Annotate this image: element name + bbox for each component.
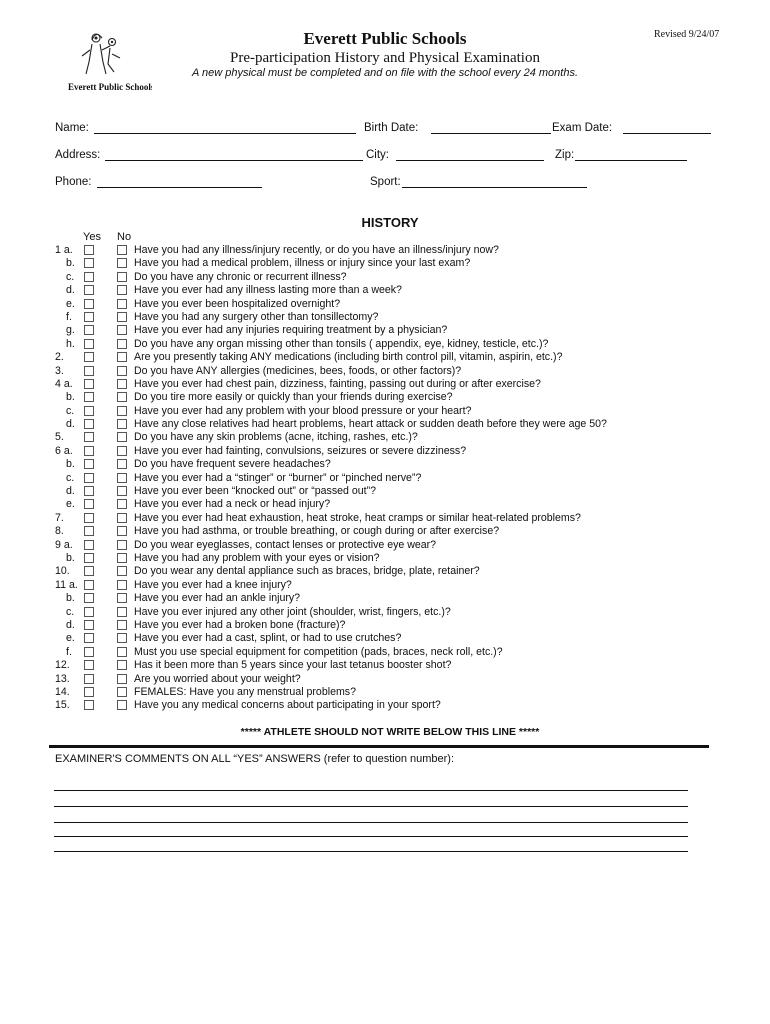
yes-checkbox[interactable] [84, 647, 94, 657]
no-checkbox[interactable] [117, 540, 127, 550]
question-row [0, 539, 770, 552]
question-row [0, 445, 770, 458]
question-text: Have you ever had a knee injury? [134, 578, 292, 591]
question-number: c. [66, 270, 75, 283]
renewal-notice: A new physical must be completed and on file with the school every 24 months. [191, 67, 579, 79]
question-text: Are you worried about your weight? [134, 672, 301, 685]
question-row [0, 565, 770, 578]
question-list [0, 244, 770, 713]
question-row [0, 552, 770, 565]
question-text: Have you ever had any illness lasting more than a week? [134, 284, 402, 297]
yes-checkbox[interactable] [84, 406, 94, 416]
question-text: Have you had a medical problem, illness or injury since your last exam? [134, 257, 471, 270]
comment-line[interactable] [54, 806, 688, 807]
question-row [0, 405, 770, 418]
question-text: Do you have ANY allergies (medicines, bees, foods, or other factors)? [134, 364, 462, 377]
address-field[interactable] [105, 148, 363, 161]
question-text: Have you ever had a “stinger” or “burner” or “pinched nerve”? [134, 471, 422, 484]
birth-date-field[interactable] [431, 121, 551, 134]
question-row [0, 485, 770, 498]
question-row [0, 472, 770, 485]
city-field[interactable] [396, 148, 544, 161]
question-number: 8. [55, 525, 64, 538]
no-checkbox[interactable] [117, 566, 127, 576]
question-text: Have you ever had a neck or head injury? [134, 498, 331, 511]
yes-checkbox[interactable] [84, 566, 94, 576]
question-row [0, 271, 770, 284]
question-number: d. [66, 618, 75, 631]
question-row [0, 686, 770, 699]
question-row [0, 391, 770, 404]
no-checkbox[interactable] [117, 379, 127, 389]
question-number: b. [66, 458, 75, 471]
question-row [0, 525, 770, 538]
no-checkbox[interactable] [117, 473, 127, 483]
phone-label: Phone: [55, 176, 92, 188]
yes-checkbox[interactable] [84, 392, 94, 402]
question-text: Have you ever had any problem with your blood pressure or your heart? [134, 404, 472, 417]
yes-checkbox[interactable] [84, 687, 94, 697]
question-number: 5. [55, 431, 64, 444]
question-text: Do you tire more easily or quickly than your friends during exercise? [134, 391, 453, 404]
no-checkbox[interactable] [117, 392, 127, 402]
comment-line[interactable] [54, 851, 688, 852]
question-text: Do you have any skin problems (acne, itching, rashes, etc.)? [134, 431, 418, 444]
question-text: Have you had any illness/injury recently, or do you have an illness/injury now? [134, 244, 499, 256]
yes-checkbox[interactable] [84, 674, 94, 684]
zip-field[interactable] [575, 148, 687, 161]
yes-checkbox[interactable] [84, 620, 94, 630]
question-text: Do you have frequent severe headaches? [134, 458, 331, 471]
exam-date-field[interactable] [623, 121, 711, 134]
question-number: 12. [55, 659, 70, 672]
school-title: Everett Public Schools [303, 29, 467, 48]
question-row [0, 351, 770, 364]
yes-checkbox[interactable] [84, 700, 94, 710]
examiner-comments-label: EXAMINER'S COMMENTS ON ALL “YES” ANSWERS (refer to question number): [55, 753, 455, 765]
question-text: Have you any medical concerns about participating in your sport? [134, 699, 441, 712]
form-title: Pre-participation History and Physical Examination [230, 50, 540, 66]
yes-checkbox[interactable] [84, 258, 94, 268]
question-number: 2. [55, 351, 64, 364]
yes-checkbox[interactable] [84, 486, 94, 496]
question-number: d. [66, 418, 75, 431]
no-checkbox[interactable] [117, 419, 127, 429]
sport-label: Sport: [370, 176, 401, 188]
question-row [0, 378, 770, 391]
question-text: Have any close relatives had heart problems, heart attack or sudden death before they were age 50? [134, 418, 607, 431]
question-text: Have you ever had fainting, convulsions, seizures or severe dizziness? [134, 444, 467, 457]
question-row [0, 284, 770, 297]
question-text: Are you presently taking ANY medications (including birth control pill, vitamin, aspirin, etc.)? [134, 351, 563, 364]
question-row [0, 619, 770, 632]
no-checkbox[interactable] [117, 406, 127, 416]
no-checkbox[interactable] [117, 687, 127, 697]
no-checkbox[interactable] [117, 674, 127, 684]
yes-checkbox[interactable] [84, 526, 94, 536]
comment-line[interactable] [54, 836, 688, 837]
question-text: Have you ever injured any other joint (shoulder, wrist, fingers, etc.)? [134, 605, 451, 618]
question-text: FEMALES: Have you any menstrual problems? [134, 685, 356, 698]
question-number: 3. [55, 364, 64, 377]
no-checkbox[interactable] [117, 432, 127, 442]
no-checkbox[interactable] [117, 700, 127, 710]
question-row [0, 699, 770, 712]
question-number: c. [66, 404, 75, 417]
question-number: 15. [55, 699, 70, 712]
question-row [0, 498, 770, 511]
question-row [0, 632, 770, 645]
no-checkbox[interactable] [117, 366, 127, 376]
yes-checkbox[interactable] [84, 379, 94, 389]
question-text: Have you ever had a cast, splint, or had to use crutches? [134, 632, 402, 645]
divider-line [49, 745, 709, 748]
yes-checkbox[interactable] [84, 339, 94, 349]
question-row [0, 431, 770, 444]
question-number: 1 a. [55, 244, 73, 256]
question-number: b. [66, 592, 75, 605]
question-number: 7. [55, 511, 64, 524]
yes-checkbox[interactable] [84, 352, 94, 362]
question-row [0, 418, 770, 431]
question-text: Have you ever had heat exhaustion, heat stroke, heat cramps or similar heat-related problems? [134, 511, 581, 524]
no-checkbox[interactable] [117, 553, 127, 563]
question-row [0, 257, 770, 270]
no-checkbox[interactable] [117, 486, 127, 496]
no-checkbox[interactable] [117, 258, 127, 268]
question-text: Do you have any organ missing other than tonsils ( appendix, eye, kidney, testicle, etc.)? [134, 337, 549, 350]
no-checkbox[interactable] [117, 352, 127, 362]
question-number: b. [66, 391, 75, 404]
question-number: c. [66, 471, 75, 484]
question-text: Have you had any surgery other than tonsillectomy? [134, 310, 379, 323]
no-checkbox[interactable] [117, 312, 127, 322]
question-number: f. [66, 645, 72, 658]
question-text: Have you ever had chest pain, dizziness, fainting, passing out during or after exercise? [134, 377, 541, 390]
address-label: Address: [55, 149, 101, 161]
yes-checkbox[interactable] [84, 366, 94, 376]
question-number: b. [66, 551, 75, 564]
question-text: Have you had asthma, or trouble breathing, or cough during or after exercise? [134, 525, 500, 538]
no-checkbox[interactable] [117, 285, 127, 295]
no-checkbox[interactable] [117, 526, 127, 536]
question-text: Have you ever been “knocked out” or “passed out”? [134, 485, 377, 498]
yes-checkbox[interactable] [84, 446, 94, 456]
no-checkbox[interactable] [117, 607, 127, 617]
sport-field[interactable] [402, 175, 587, 188]
birth-date-label: Birth Date: [364, 122, 419, 134]
question-text: Have you ever been hospitalized overnight? [134, 297, 341, 310]
question-number: 14. [55, 685, 70, 698]
name-field[interactable] [94, 121, 356, 134]
question-number: 6 a. [55, 444, 73, 457]
yes-checkbox[interactable] [84, 607, 94, 617]
question-number: e. [66, 297, 75, 310]
name-label: Name: [55, 122, 89, 134]
yes-checkbox[interactable] [84, 245, 94, 255]
no-checkbox[interactable] [117, 593, 127, 603]
question-row [0, 311, 770, 324]
question-number: g. [66, 324, 75, 337]
yes-checkbox[interactable] [84, 513, 94, 523]
phone-field[interactable] [97, 175, 262, 188]
question-number: f. [66, 310, 72, 323]
yes-checkbox[interactable] [84, 473, 94, 483]
question-text: Have you ever had any injuries requiring treatment by a physician? [134, 324, 448, 337]
question-text: Have you ever had a broken bone (fracture)? [134, 618, 346, 631]
yes-checkbox[interactable] [84, 553, 94, 563]
question-number: e. [66, 498, 75, 511]
history-heading: HISTORY [361, 215, 419, 230]
question-text: Have you had any problem with your eyes or vision? [134, 551, 380, 564]
no-checkbox[interactable] [117, 660, 127, 670]
question-text: Do you wear any dental appliance such as braces, bridge, plate, retainer? [134, 565, 480, 578]
no-checkbox[interactable] [117, 459, 127, 469]
no-column-header: No [117, 231, 132, 243]
question-row [0, 244, 770, 257]
yes-checkbox[interactable] [84, 432, 94, 442]
yes-checkbox[interactable] [84, 312, 94, 322]
no-checkbox[interactable] [117, 299, 127, 309]
no-checkbox[interactable] [117, 245, 127, 255]
yes-column-header: Yes [83, 231, 101, 243]
athlete-notice: ***** ATHLETE SHOULD NOT WRITE BELOW THIS LINE ***** [240, 726, 540, 738]
question-number: 4 a. [55, 377, 73, 390]
no-checkbox[interactable] [117, 580, 127, 590]
question-number: c. [66, 605, 75, 618]
yes-checkbox[interactable] [84, 593, 94, 603]
no-checkbox[interactable] [117, 325, 127, 335]
question-row [0, 673, 770, 686]
yes-checkbox[interactable] [84, 540, 94, 550]
question-row [0, 324, 770, 337]
question-row [0, 338, 770, 351]
no-checkbox[interactable] [117, 513, 127, 523]
question-row [0, 298, 770, 311]
yes-checkbox[interactable] [84, 660, 94, 670]
question-text: Has it been more than 5 years since your last tetanus booster shot? [134, 659, 452, 672]
question-row [0, 592, 770, 605]
comment-line[interactable] [54, 790, 688, 791]
question-number: d. [66, 485, 75, 498]
yes-checkbox[interactable] [84, 459, 94, 469]
yes-checkbox[interactable] [84, 419, 94, 429]
yes-checkbox[interactable] [84, 299, 94, 309]
yes-checkbox[interactable] [84, 272, 94, 282]
yes-checkbox[interactable] [84, 285, 94, 295]
question-row [0, 579, 770, 592]
question-number: e. [66, 632, 75, 645]
question-text: Do you have any chronic or recurrent illness? [134, 270, 347, 283]
question-number: 10. [55, 565, 70, 578]
question-row [0, 512, 770, 525]
question-text: Do you wear eyeglasses, contact lenses or protective eye wear? [134, 538, 437, 551]
question-text: Must you use special equipment for competition (pads, braces, neck roll, etc.)? [134, 645, 503, 658]
no-checkbox[interactable] [117, 499, 127, 509]
no-checkbox[interactable] [117, 647, 127, 657]
svg-text:Everett Public Schools: Everett Public Schools [68, 82, 152, 92]
question-number: b. [66, 257, 75, 270]
revision-date: Revised 9/24/07 [654, 29, 720, 40]
no-checkbox[interactable] [117, 446, 127, 456]
exam-date-label: Exam Date: [552, 122, 613, 134]
question-row [0, 365, 770, 378]
no-checkbox[interactable] [117, 272, 127, 282]
zip-label: Zip: [555, 149, 575, 161]
yes-checkbox[interactable] [84, 325, 94, 335]
question-row [0, 458, 770, 471]
no-checkbox[interactable] [117, 339, 127, 349]
question-number: h. [66, 337, 75, 350]
question-number: 9 a. [55, 538, 73, 551]
yes-checkbox[interactable] [84, 499, 94, 509]
question-text: Have you ever had an ankle injury? [134, 592, 301, 605]
question-number: 11 a. [55, 578, 78, 591]
no-checkbox[interactable] [117, 633, 127, 643]
question-row [0, 606, 770, 619]
question-row [0, 646, 770, 659]
question-number: d. [66, 284, 75, 297]
no-checkbox[interactable] [117, 620, 127, 630]
yes-checkbox[interactable] [84, 580, 94, 590]
city-label: City: [366, 149, 389, 161]
comment-line[interactable] [54, 822, 688, 823]
question-row [0, 659, 770, 672]
question-number: 13. [55, 672, 70, 685]
yes-checkbox[interactable] [84, 633, 94, 643]
